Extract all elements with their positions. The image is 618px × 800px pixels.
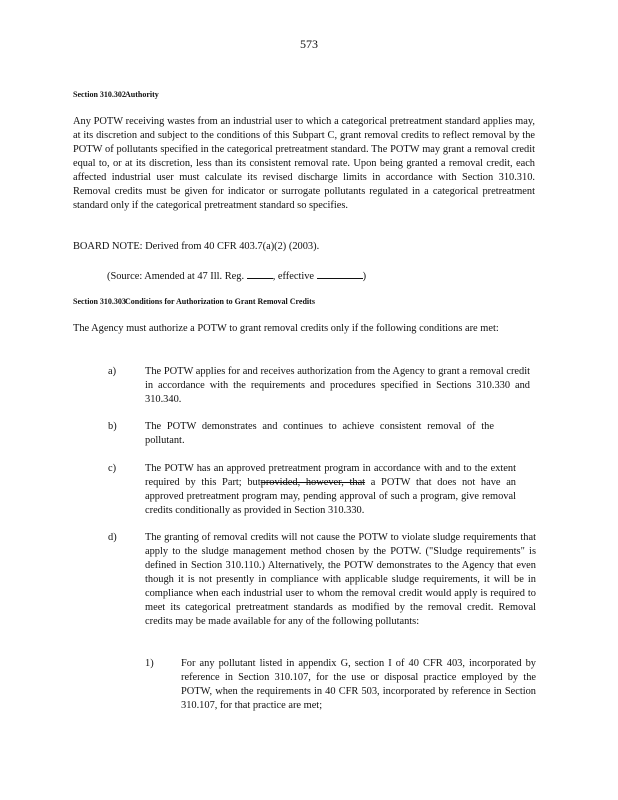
section-number: Section 310.302	[73, 90, 126, 99]
effective-date-blank	[317, 268, 363, 279]
item-c-before: The POTW has an approved pretreatment program in accordance with and to the extent required by this Part; but	[145, 463, 516, 488]
section-heading-310-302	[73, 90, 159, 99]
item-d-label: d)	[108, 532, 117, 543]
source-effective: , effective	[272, 271, 315, 282]
authority-paragraph: Any POTW receiving wastes from an industrial user to which a categorical pretreatment standard applies may, at its discretion and subject to the conditions of this Subpart C, grant removal credits to reflect removal by the POTW of pollutants specified in the categorical pretreatment standard. The POTW may grant a removal credit equal to, or at its discretion, less than its consistent removal rate. Upon being granted a removal credit, each affected industrial user must calculate its revised discharge limits in accordance with Section 310.310. Removal credits must be given for indicator or surrogate pollutants regulated in a categorical pretreatment standard only if the categorical pretreatment standard so specifies.	[73, 116, 535, 211]
section-number: Section 310.303	[73, 297, 126, 306]
section-title: Authority	[125, 90, 159, 99]
item-c-after: a POTW that does not have an approved pretreatment program may, pending approval of such a program, give removal credits conditionally as provided in Section 310.330.	[145, 477, 517, 516]
register-page-blank	[247, 268, 273, 279]
section-heading-310-303	[73, 297, 315, 306]
item-c-struck: provided, however, that	[260, 477, 366, 488]
item-a-text: The POTW applies for and receives authorization from the Agency to grant a removal credit in accordance with the requirements and procedures specified in Sections 310.330 and 310.340.	[145, 366, 530, 405]
section-title: Conditions for Authorization to Grant Removal Credits	[125, 297, 315, 306]
item-a-label: a)	[108, 366, 117, 377]
conditions-intro: The Agency must authorize a POTW to grant removal credits only if the following conditions are met:	[73, 323, 499, 334]
item-b-label: b)	[108, 421, 117, 432]
item-d1-label: 1)	[145, 658, 154, 669]
item-d1-text: For any pollutant listed in appendix G, section I of 40 CFR 403, incorporated by reference in Section 310.107, for the use or disposal practice employed by the POTW, when the requirements in 40 CFR 503, incorporated by reference in Section 310.107, for that practice are met;	[181, 658, 536, 711]
item-c-label: c)	[108, 463, 117, 474]
item-d-text: The granting of removal credits will not cause the POTW to violate sludge requirements that apply to the sludge management method chosen by the POTW. ("Sludge requirements" is defined in Section 310.110.) Alternatively, the POTW demonstrates to the Agency that even though it is not presently in compliance with applicable sludge requirements, it will be in compliance when each industrial user to whom the removal credit would apply is required to meet its categorical pretreatment standards as modified by the removal credit. Removal credits may be made available for any of the following pollutants:	[145, 532, 536, 627]
source-close: )	[362, 271, 367, 282]
page-number: 573	[300, 37, 318, 51]
source-prefix: (Source: Amended at 47 Ill. Reg.	[107, 271, 245, 282]
item-c-text	[122, 462, 516, 518]
source-note	[107, 268, 537, 284]
item-b-text: The POTW demonstrates and continues to achieve consistent removal of the pollutant.	[145, 421, 494, 446]
board-note: BOARD NOTE: Derived from 40 CFR 403.7(a)(2) (2003).	[73, 241, 320, 252]
